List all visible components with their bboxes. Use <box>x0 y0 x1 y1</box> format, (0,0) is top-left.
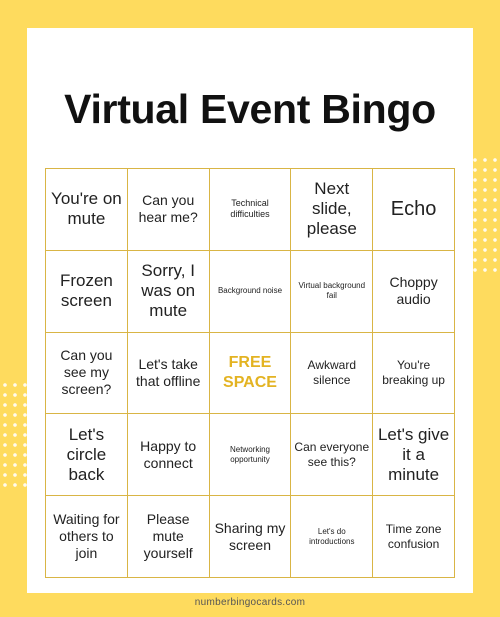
cell-label: Networking opportunity <box>229 444 270 464</box>
cell-label: Time zone confusion <box>385 521 442 551</box>
bingo-cell[interactable] <box>210 251 292 333</box>
cell-label: Technical difficulties <box>230 198 270 220</box>
bingo-cell[interactable] <box>291 496 373 578</box>
bingo-cell[interactable] <box>210 414 292 496</box>
bingo-cell[interactable] <box>373 251 455 333</box>
free-space-cell[interactable] <box>210 333 292 415</box>
bingo-cell[interactable] <box>128 251 210 333</box>
bingo-cell[interactable] <box>373 496 455 578</box>
cell-label: Can you see my screen? <box>60 347 113 398</box>
bingo-cell[interactable] <box>291 333 373 415</box>
cell-label: Can you hear me? <box>138 192 198 226</box>
bingo-grid <box>45 168 455 578</box>
cell-label: Let's circle back <box>66 424 107 484</box>
bingo-cell[interactable] <box>128 414 210 496</box>
bingo-cell[interactable] <box>373 333 455 415</box>
cell-label: Frozen screen <box>59 271 113 311</box>
cell-label: Please mute yourself <box>143 511 193 562</box>
decorative-dots-right <box>470 155 500 275</box>
cell-label: Happy to connect <box>140 437 197 471</box>
cell-label: Let's do introductions <box>309 526 355 546</box>
cell-label: Background noise <box>217 286 283 296</box>
cell-label: You're breaking up <box>382 357 445 387</box>
bingo-cell[interactable] <box>128 169 210 251</box>
cell-label: Awkward silence <box>307 357 357 387</box>
bingo-cell[interactable] <box>128 333 210 415</box>
bingo-cell[interactable] <box>46 496 128 578</box>
bingo-cell[interactable] <box>373 414 455 496</box>
bingo-cell[interactable] <box>291 169 373 251</box>
bingo-cell[interactable] <box>46 414 128 496</box>
cell-label: Choppy audio <box>389 274 438 308</box>
cell-label: Can everyone see this? <box>294 439 370 469</box>
cell-label: Next slide, please <box>306 179 357 239</box>
page-title: Virtual Event Bingo <box>64 86 436 132</box>
bingo-cell[interactable] <box>128 496 210 578</box>
site-footer: numberbingocards.com <box>194 597 306 608</box>
bingo-cell[interactable] <box>210 169 292 251</box>
free-space-label: FREE SPACE <box>223 353 277 391</box>
bingo-cell[interactable] <box>46 169 128 251</box>
cell-label: Sharing my screen <box>214 519 286 553</box>
bingo-cell[interactable] <box>291 251 373 333</box>
bingo-cell[interactable] <box>210 496 292 578</box>
cell-label: You're on mute <box>51 189 122 229</box>
cell-label: Let's give it a minute <box>377 424 450 484</box>
cell-label: Waiting for others to join <box>53 511 120 562</box>
bingo-cell[interactable] <box>373 169 455 251</box>
bingo-cell[interactable] <box>46 333 128 415</box>
cell-label: Sorry, I was on mute <box>141 261 196 321</box>
bingo-cell[interactable] <box>46 251 128 333</box>
cell-label: Echo <box>390 198 437 221</box>
cell-label: Let's take that offline <box>136 355 201 389</box>
bingo-cell[interactable] <box>291 414 373 496</box>
cell-label: Virtual background fail <box>298 281 366 301</box>
